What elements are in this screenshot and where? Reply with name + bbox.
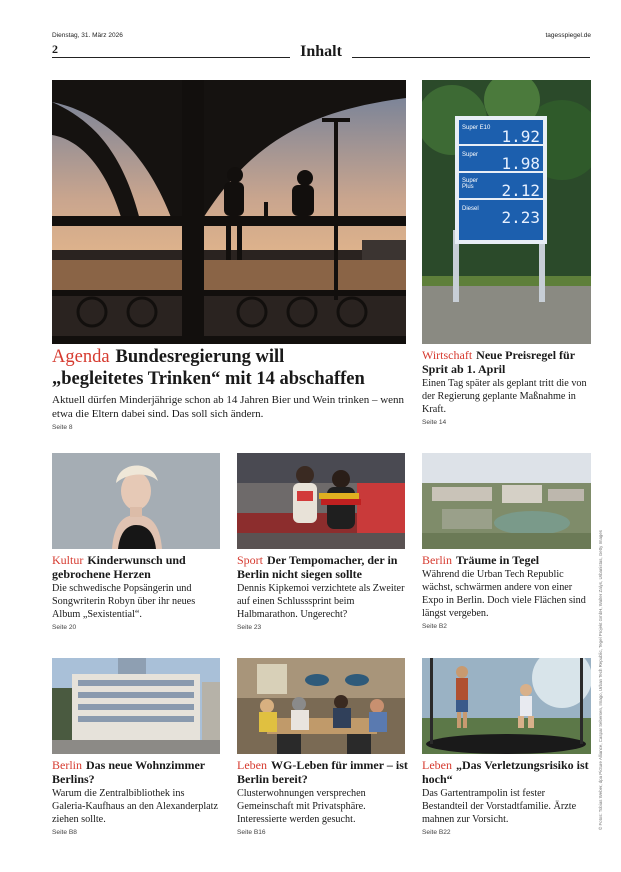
wg-rubric: Leben [237, 758, 267, 772]
bibliothek-article[interactable] [52, 758, 220, 836]
page-number: 2 [52, 42, 58, 56]
trampolin-rubric: Leben [422, 758, 452, 772]
trampolin-article[interactable] [422, 758, 591, 836]
berlin-tegel-photo[interactable] [422, 453, 591, 549]
trampolin-photo[interactable] [422, 658, 591, 754]
bridge-sunset-photo [52, 80, 406, 344]
fuel-price: 2.23 [501, 208, 540, 227]
fuel-row [462, 204, 542, 228]
trampolin-teaser: Das Gartentrampolin ist fester Bestandteil der Vorstadtfamilie. Ärzte mahnen zur Vorsicht. [422, 788, 577, 825]
sport-headline-text: Der Tempomacher, der in Berlin nicht siegen sollte [237, 553, 398, 581]
bibliothek-rubric: Berlin [52, 758, 82, 772]
fuel-label: Super [462, 152, 479, 158]
trampoline-photo [422, 658, 591, 754]
sport-page-ref[interactable]: Seite 23 [237, 624, 262, 631]
bibliothek-page-ref[interactable]: Seite B8 [52, 829, 77, 836]
kultur-teaser: Die schwedische Popsängerin und Songwriterin Robyn über ihr neues Album „Sexistential“. [52, 583, 196, 620]
bibliothek-headline-text: Das neue Wohnzimmer Berlins? [52, 758, 205, 786]
trampolin-headline-text: „Das Verletzungsrisiko ist hoch“ [422, 758, 589, 786]
department-store-photo [52, 658, 220, 754]
tegel-teaser: Während die Urban Tech Republic wächst, schwärmen andere von einer Expo in Berlin. Doch viele Flächen sind längst vergeben. [422, 569, 586, 619]
photo-credit-text: © Fotos: Tobias Weber, dpa Picture Alliance, Caspar Sebersen, Imago, Urban Tech Republic, Tegel Projekt GmbH, Walter Zalys, Urbanistas, Getty Images [598, 530, 603, 830]
kultur-article[interactable] [52, 553, 220, 631]
kultur-page-ref[interactable]: Seite 20 [52, 624, 77, 631]
lead-teaser: Aktuell dürfen Minderjährige schon ab 14 Jahren Bier und Wein trinken – wenn etwa die Eltern dabei sind. Das soll sich ändern. [52, 394, 405, 420]
wg-headline-text: WG-Leben für immer – ist Berlin bereit? [237, 758, 408, 786]
tegel-headline-text: Träume in Tegel [456, 553, 540, 567]
tegel-page-ref[interactable]: Seite B2 [422, 623, 447, 630]
singer-portrait-photo [52, 453, 220, 549]
fuel-label: Super E10 [462, 125, 491, 131]
kultur-headline-text: Kinderwunsch und gebrochene Herzen [52, 553, 186, 581]
sport-article[interactable] [237, 553, 407, 631]
lead-headline-line1: Bundesregierung will [115, 347, 285, 367]
lead-headline-line2: „begleitetes Trinken“ mit 14 abschaffen [52, 369, 365, 389]
tegel-rubric: Berlin [422, 553, 452, 567]
fuel-label: Super Plus [462, 178, 479, 190]
sport-headline[interactable] [237, 553, 407, 581]
side-teaser: Einen Tag später als geplant tritt die von der Regierung geplante Maßnahme in Kraft. [422, 378, 587, 415]
issue-date: Dienstag, 31. März 2026 [52, 32, 123, 39]
kultur-rubric: Kultur [52, 553, 84, 567]
kultur-photo[interactable] [52, 453, 220, 549]
wg-photo[interactable] [237, 658, 405, 754]
photo-credit [598, 500, 604, 830]
side-photo[interactable] [422, 80, 591, 344]
sport-photo[interactable] [237, 453, 405, 549]
side-rubric: Wirtschaft [422, 348, 473, 362]
lead-headline[interactable] [52, 346, 408, 390]
fuel-row [462, 123, 542, 147]
kultur-headline[interactable] [52, 553, 220, 581]
trampolin-headline[interactable] [422, 758, 591, 786]
side-page-ref[interactable]: Seite 14 [422, 419, 447, 426]
bibliothek-photo[interactable] [52, 658, 220, 754]
side-headline-text: Neue Preisregel für Sprit ab 1. April [422, 348, 575, 376]
lead-page-ref[interactable]: Seite 8 [52, 424, 73, 431]
wg-headline[interactable] [237, 758, 409, 786]
fuel-label: Diesel [462, 206, 479, 212]
aerial-campus-photo [422, 453, 591, 549]
header-rule-left [52, 57, 290, 58]
bibliothek-headline[interactable] [52, 758, 220, 786]
fuel-price: 1.92 [501, 127, 540, 146]
sport-teaser: Dennis Kipkemoi verzichtete als Zweiter auf einen Schlusssprint beim Halbmarathon. Ungerecht? [237, 583, 405, 620]
runners-photo [237, 453, 405, 549]
side-article[interactable] [422, 348, 591, 426]
lead-article[interactable] [52, 346, 408, 431]
lead-photo[interactable] [52, 80, 406, 344]
fuel-row [462, 150, 542, 174]
wg-page-ref[interactable]: Seite B16 [237, 829, 266, 836]
side-headline[interactable] [422, 348, 591, 376]
fuel-price: 1.98 [501, 154, 540, 173]
tegel-headline[interactable] [422, 553, 591, 567]
shared-apartment-photo [237, 658, 405, 754]
bibliothek-teaser: Warum die Zentralbibliothek ins Galeria-Kaufhaus an den Alexanderplatz ziehen sollte. [52, 788, 219, 825]
section-title: Inhalt [300, 43, 342, 60]
sport-rubric: Sport [237, 553, 264, 567]
header-rule-right [352, 57, 590, 58]
fuel-sign [460, 121, 542, 239]
fuel-price: 2.12 [501, 181, 540, 200]
wg-teaser: Clusterwohnungen versprechen Gemeinschaft mit Privatsphäre. Interessierte werden gesucht. [237, 788, 366, 825]
lead-rubric: Agenda [52, 347, 110, 367]
wg-article[interactable] [237, 758, 409, 836]
trampolin-page-ref[interactable]: Seite B22 [422, 829, 451, 836]
site-url[interactable]: tagesspiegel.de [545, 32, 591, 39]
tegel-article[interactable] [422, 553, 591, 630]
fuel-row [462, 177, 542, 201]
